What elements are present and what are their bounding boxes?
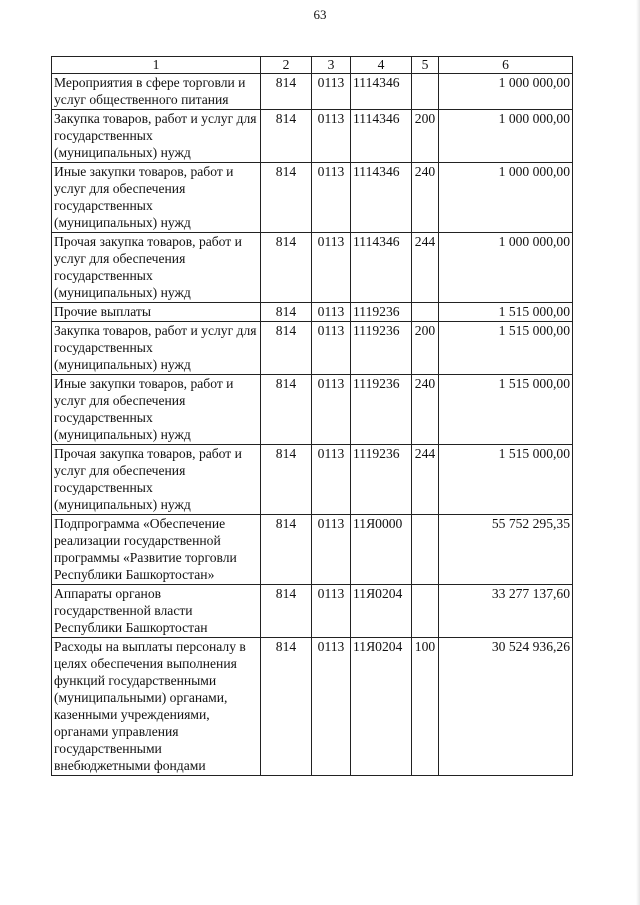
- row-code-cell: 814: [261, 74, 312, 110]
- header-cell-1: 1: [52, 57, 261, 74]
- row-target-cell: 11Я0000: [351, 515, 412, 585]
- table-row: [52, 445, 573, 515]
- row-amount-cell: 1 515 000,00: [439, 322, 573, 375]
- row-amount-cell: 1 000 000,00: [439, 110, 573, 163]
- header-cell-6: 6: [439, 57, 573, 74]
- row-type-cell: [412, 585, 439, 638]
- page-number: 63: [313, 7, 327, 22]
- row-section-cell: 0113: [312, 303, 351, 322]
- table-row: [52, 322, 573, 375]
- row-amount-cell: 1 515 000,00: [439, 445, 573, 515]
- table-row: [52, 375, 573, 445]
- budget-table: [51, 56, 573, 776]
- row-code-cell: 814: [261, 303, 312, 322]
- table-row: [52, 303, 573, 322]
- row-section-cell: 0113: [312, 233, 351, 303]
- row-amount-cell: 33 277 137,60: [439, 585, 573, 638]
- row-code-cell: 814: [261, 585, 312, 638]
- row-name-cell: Аппараты органов государственной власти Республики Башкортостан: [52, 585, 261, 638]
- row-target-cell: 1114346: [351, 163, 412, 233]
- row-section-cell: 0113: [312, 445, 351, 515]
- row-name-cell: Прочие выплаты: [52, 303, 261, 322]
- header-cell-3: 3: [312, 57, 351, 74]
- scan-edge: [636, 0, 640, 905]
- row-target-cell: 1119236: [351, 445, 412, 515]
- row-name-cell: Иные закупки товаров, работ и услуг для обеспечения государственных (муниципальных) нужд: [52, 375, 261, 445]
- row-type-cell: [412, 515, 439, 585]
- row-type-cell: 244: [412, 233, 439, 303]
- row-name-cell: Иные закупки товаров, работ и услуг для обеспечения государственных (муниципальных) нужд: [52, 163, 261, 233]
- row-target-cell: 11Я0204: [351, 585, 412, 638]
- row-code-cell: 814: [261, 638, 312, 776]
- row-type-cell: 100: [412, 638, 439, 776]
- row-target-cell: 1119236: [351, 322, 412, 375]
- row-name-cell: Прочая закупка товаров, работ и услуг для обеспечения государственных (муниципальных) нужд: [52, 445, 261, 515]
- row-target-cell: 11Я0204: [351, 638, 412, 776]
- row-name-cell: Закупка товаров, работ и услуг для государственных (муниципальных) нужд: [52, 322, 261, 375]
- row-code-cell: 814: [261, 163, 312, 233]
- header-cell-5: 5: [412, 57, 439, 74]
- row-section-cell: 0113: [312, 515, 351, 585]
- row-name-cell: Прочая закупка товаров, работ и услуг для обеспечения государственных (муниципальных) нужд: [52, 233, 261, 303]
- row-section-cell: 0113: [312, 110, 351, 163]
- row-section-cell: 0113: [312, 375, 351, 445]
- row-target-cell: 1119236: [351, 375, 412, 445]
- table-row: [52, 515, 573, 585]
- row-section-cell: 0113: [312, 322, 351, 375]
- row-amount-cell: 1 000 000,00: [439, 163, 573, 233]
- table-row: [52, 638, 573, 776]
- table-header-row: [52, 57, 573, 74]
- row-section-cell: 0113: [312, 74, 351, 110]
- row-code-cell: 814: [261, 322, 312, 375]
- row-code-cell: 814: [261, 375, 312, 445]
- row-amount-cell: 1 000 000,00: [439, 74, 573, 110]
- row-name-cell: Расходы на выплаты персоналу в целях обеспечения выполнения функций государственными (муниципальными) органами, казенными учреждениями, органами управления государственными внебюджетными фондами: [52, 638, 261, 776]
- row-name-cell: Закупка товаров, работ и услуг для государственных (муниципальных) нужд: [52, 110, 261, 163]
- header-cell-2: 2: [261, 57, 312, 74]
- row-target-cell: 1114346: [351, 74, 412, 110]
- row-amount-cell: 55 752 295,35: [439, 515, 573, 585]
- row-amount-cell: 1 515 000,00: [439, 375, 573, 445]
- row-code-cell: 814: [261, 515, 312, 585]
- row-type-cell: 240: [412, 375, 439, 445]
- row-code-cell: 814: [261, 233, 312, 303]
- row-section-cell: 0113: [312, 638, 351, 776]
- table-row: [52, 233, 573, 303]
- row-target-cell: 1114346: [351, 110, 412, 163]
- row-amount-cell: 1 000 000,00: [439, 233, 573, 303]
- row-name-cell: Мероприятия в сфере торговли и услуг общественного питания: [52, 74, 261, 110]
- header-cell-4: 4: [351, 57, 412, 74]
- table-row: [52, 585, 573, 638]
- row-code-cell: 814: [261, 110, 312, 163]
- table-row: [52, 110, 573, 163]
- row-code-cell: 814: [261, 445, 312, 515]
- row-type-cell: [412, 74, 439, 110]
- row-amount-cell: 30 524 936,26: [439, 638, 573, 776]
- row-type-cell: [412, 303, 439, 322]
- row-type-cell: 240: [412, 163, 439, 233]
- row-section-cell: 0113: [312, 163, 351, 233]
- row-type-cell: 244: [412, 445, 439, 515]
- row-target-cell: 1114346: [351, 233, 412, 303]
- row-type-cell: 200: [412, 110, 439, 163]
- row-name-cell: Подпрограмма «Обеспечение реализации государственной программы «Развитие торговли Республики Башкортостан»: [52, 515, 261, 585]
- table-row: [52, 163, 573, 233]
- row-amount-cell: 1 515 000,00: [439, 303, 573, 322]
- table-row: [52, 74, 573, 110]
- row-type-cell: 200: [412, 322, 439, 375]
- row-target-cell: 1119236: [351, 303, 412, 322]
- row-section-cell: 0113: [312, 585, 351, 638]
